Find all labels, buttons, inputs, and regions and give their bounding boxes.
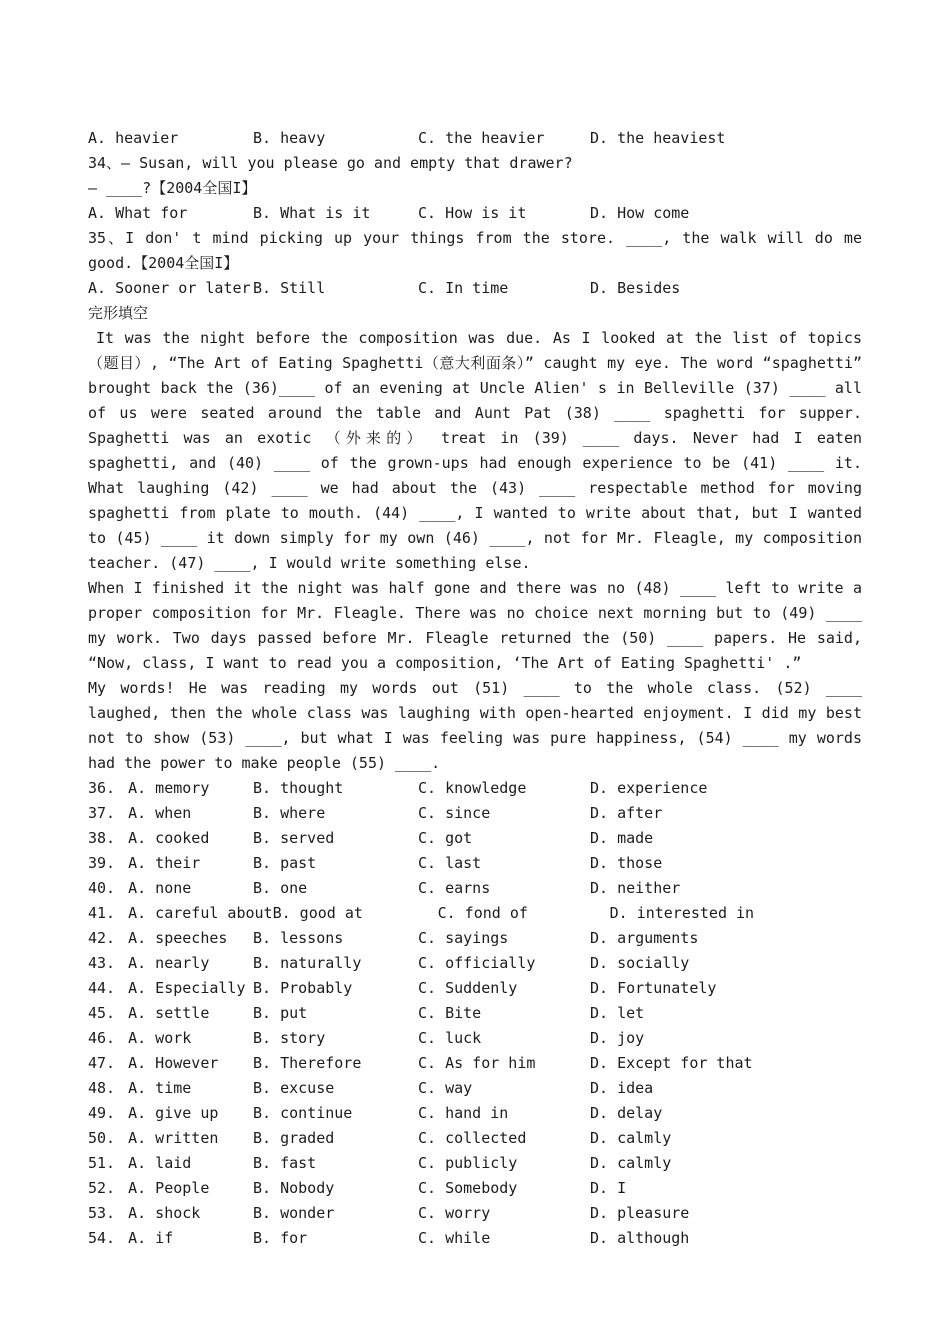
cloze-row-36	[88, 776, 862, 801]
question-number: 46.	[88, 1029, 116, 1047]
q34-stem-line1: 34、— Susan, will you please go and empty that drawer?	[88, 154, 573, 172]
option-c: C. Bite	[418, 1004, 482, 1022]
cloze-row-43	[88, 951, 862, 976]
option-c: C. Somebody	[418, 1179, 518, 1197]
q33-options-row	[88, 126, 862, 151]
option-a: A. However	[128, 1054, 219, 1072]
passage-paragraph-1: It was the night before the composition was due. As I looked at the list of topics （题目）, “The Art of Eating Spaghetti（意大利面条）” caught my eye. The word “spaghetti” brought back the (36)____ of an evening at Uncle Alien' s in Belleville (37) ____ all of us were seated around the table and Aunt Pat (38) ____ spaghetti for supper. Spaghetti was an exotic （外来的） treat in (39) ____ days. Never had I eaten spaghetti, and (40) ____ of the grown-ups had enough experience to be (41) ____ it. What laughing (42) ____ we had about the (43) ____ respectable method for moving spaghetti from plate to mouth. (44) ____, I wanted to write about that, but I wanted to (45) ____ it down simply for my own (46) ____, not for Mr. Fleagle, my composition teacher. (47) ____, I would write something else.	[88, 329, 862, 572]
q34-option-a: A. What for	[88, 204, 188, 222]
option-d: D. Fortunately	[590, 979, 717, 997]
option-a: A. none	[128, 879, 192, 897]
cloze-row-37	[88, 801, 862, 826]
q34-option-b: B. What is it	[253, 204, 371, 222]
option-a: A. People	[128, 1179, 210, 1197]
option-b: B. excuse	[253, 1079, 335, 1097]
option-b: B. where	[253, 804, 326, 822]
q35-options-row	[88, 276, 862, 301]
option-c: C. Suddenly	[418, 979, 518, 997]
passage-paragraph-3: My words! He was reading my words out (51) ____ to the whole class. (52) ____ laughed, then the whole class was laughing with open-hearted enjoyment. I did my best not to show (53) ____, but what I was feeling was pure happiness, (54) ____ my words had the power to make people (55) ____.	[88, 679, 862, 772]
option-c: C. since	[418, 804, 491, 822]
cloze-row-42	[88, 926, 862, 951]
option-d: D. socially	[590, 954, 690, 972]
cloze-row-48	[88, 1076, 862, 1101]
option-b: B. Probably	[253, 979, 353, 997]
q35-option-a: A. Sooner or later	[88, 279, 251, 297]
option-b: B. for	[253, 1229, 308, 1247]
option-d: D. calmly	[590, 1154, 672, 1172]
question-number: 44.	[88, 979, 116, 997]
question-number: 53.	[88, 1204, 116, 1222]
q35-option-d: D. Besides	[590, 279, 681, 297]
option-c: C. collected	[418, 1129, 527, 1147]
option-d: D. after	[590, 804, 663, 822]
option-b: B. graded	[253, 1129, 335, 1147]
option-d: D. neither	[590, 879, 681, 897]
option-a: A. written	[128, 1129, 219, 1147]
option-a: A. cooked	[128, 829, 210, 847]
option-b: B. continue	[253, 1104, 353, 1122]
cloze-row-45	[88, 1001, 862, 1026]
option-d: D. pleasure	[590, 1204, 690, 1222]
option-a: A. when	[128, 804, 192, 822]
q35-option-c: C. In time	[418, 279, 509, 297]
q33-option-b: B. heavy	[253, 129, 326, 147]
option-b: B. Nobody	[253, 1179, 335, 1197]
option-d: D. let	[590, 1004, 645, 1022]
question-number: 51.	[88, 1154, 116, 1172]
option-d: D. experience	[590, 779, 708, 797]
option-b: B. story	[253, 1029, 326, 1047]
question-number: 49.	[88, 1104, 116, 1122]
option-c: C. hand in	[418, 1104, 509, 1122]
option-c: C. got	[418, 829, 473, 847]
option-b: B. Therefore	[253, 1054, 362, 1072]
option-a: A. careful about	[128, 904, 273, 922]
question-number: 43.	[88, 954, 116, 972]
option-b: B. past	[253, 854, 317, 872]
question-number: 45.	[88, 1004, 116, 1022]
option-b: B. fast	[253, 1154, 317, 1172]
q34-option-d: D. How come	[590, 204, 690, 222]
option-d: D. arguments	[590, 929, 699, 947]
option-a: A. shock	[128, 1204, 201, 1222]
question-number: 50.	[88, 1129, 116, 1147]
option-c: C. luck	[418, 1029, 482, 1047]
option-c: C. As for him	[418, 1054, 536, 1072]
question-number: 52.	[88, 1179, 116, 1197]
option-d: D. Except for that	[590, 1054, 753, 1072]
option-d: D. calmly	[590, 1129, 672, 1147]
option-a: A. work	[128, 1029, 192, 1047]
passage-paragraph-2: When I finished it the night was half gone and there was no (48) ____ left to write a proper composition for Mr. Fleagle. There was no choice next morning but to (49) ____ my work. Two days passed before Mr. Fleagle returned the (50) ____ papers. He said, “Now, class, I want to read you a composition, ‘The Art of Eating Spaghetti' .”	[88, 579, 862, 672]
cloze-row-39	[88, 851, 862, 876]
option-b: B. naturally	[253, 954, 362, 972]
question-number: 39.	[88, 854, 116, 872]
question-number: 36.	[88, 779, 116, 797]
q35-stem: 35、I don' t mind picking up your things from the store. ____, the walk will do me good.【2004全国I】	[88, 229, 862, 272]
q34-option-c: C. How is it	[418, 204, 527, 222]
option-d: D. delay	[590, 1104, 663, 1122]
cloze-row-49	[88, 1101, 862, 1126]
q33-option-d: D. the heaviest	[590, 129, 726, 147]
cloze-row-41	[88, 901, 862, 926]
option-d: D. although	[590, 1229, 690, 1247]
option-c: C. last	[418, 854, 482, 872]
option-b: B. thought	[253, 779, 344, 797]
q33-option-a: A. heavier	[88, 129, 179, 147]
option-a: A. settle	[128, 1004, 210, 1022]
q35-option-b: B. Still	[253, 279, 326, 297]
question-number: 41.	[88, 904, 116, 922]
option-d: D. joy	[590, 1029, 645, 1047]
option-b: B. wonder	[253, 1204, 335, 1222]
option-c: C. fond of	[437, 904, 528, 922]
q33-option-c: C. the heavier	[418, 129, 545, 147]
cloze-row-38	[88, 826, 862, 851]
option-a: A. laid	[128, 1154, 192, 1172]
cloze-row-52	[88, 1176, 862, 1201]
question-number: 38.	[88, 829, 116, 847]
option-b: B. one	[253, 879, 308, 897]
cloze-row-50	[88, 1126, 862, 1151]
option-b: B. lessons	[253, 929, 344, 947]
option-a: A. their	[128, 854, 201, 872]
cloze-row-40	[88, 876, 862, 901]
cloze-row-54	[88, 1226, 862, 1251]
option-a: A. speeches	[128, 929, 228, 947]
cloze-row-51	[88, 1151, 862, 1176]
option-d: D. interested in	[609, 904, 755, 922]
question-number: 47.	[88, 1054, 116, 1072]
option-d: D. idea	[590, 1079, 654, 1097]
cloze-row-44	[88, 976, 862, 1001]
option-a: A. if	[128, 1229, 174, 1247]
option-c: C. officially	[418, 954, 536, 972]
option-c: C. worry	[418, 1204, 491, 1222]
question-number: 37.	[88, 804, 116, 822]
option-b: B. served	[253, 829, 335, 847]
q34-options-row	[88, 201, 862, 226]
cloze-row-53	[88, 1201, 862, 1226]
question-number: 40.	[88, 879, 116, 897]
option-c: C. while	[418, 1229, 491, 1247]
option-c: C. way	[418, 1079, 473, 1097]
question-number: 42.	[88, 929, 116, 947]
option-b: B. good at	[272, 904, 363, 922]
option-d: D. made	[590, 829, 654, 847]
option-c: C. sayings	[418, 929, 509, 947]
option-a: A. time	[128, 1079, 192, 1097]
option-d: D. I	[590, 1179, 627, 1197]
option-a: A. Especially	[128, 979, 246, 997]
q34-stem-line2: — ____?【2004全国I】	[88, 179, 257, 197]
cloze-row-46	[88, 1026, 862, 1051]
section-title-cloze: 完形填空	[88, 304, 149, 322]
option-d: D. those	[590, 854, 663, 872]
option-c: C. publicly	[418, 1154, 518, 1172]
question-number: 48.	[88, 1079, 116, 1097]
option-a: A. nearly	[128, 954, 210, 972]
option-c: C. earns	[418, 879, 491, 897]
option-c: C. knowledge	[418, 779, 527, 797]
option-a: A. memory	[128, 779, 210, 797]
option-a: A. give up	[128, 1104, 219, 1122]
cloze-row-47	[88, 1051, 862, 1076]
option-b: B. put	[253, 1004, 308, 1022]
question-number: 54.	[88, 1229, 116, 1247]
